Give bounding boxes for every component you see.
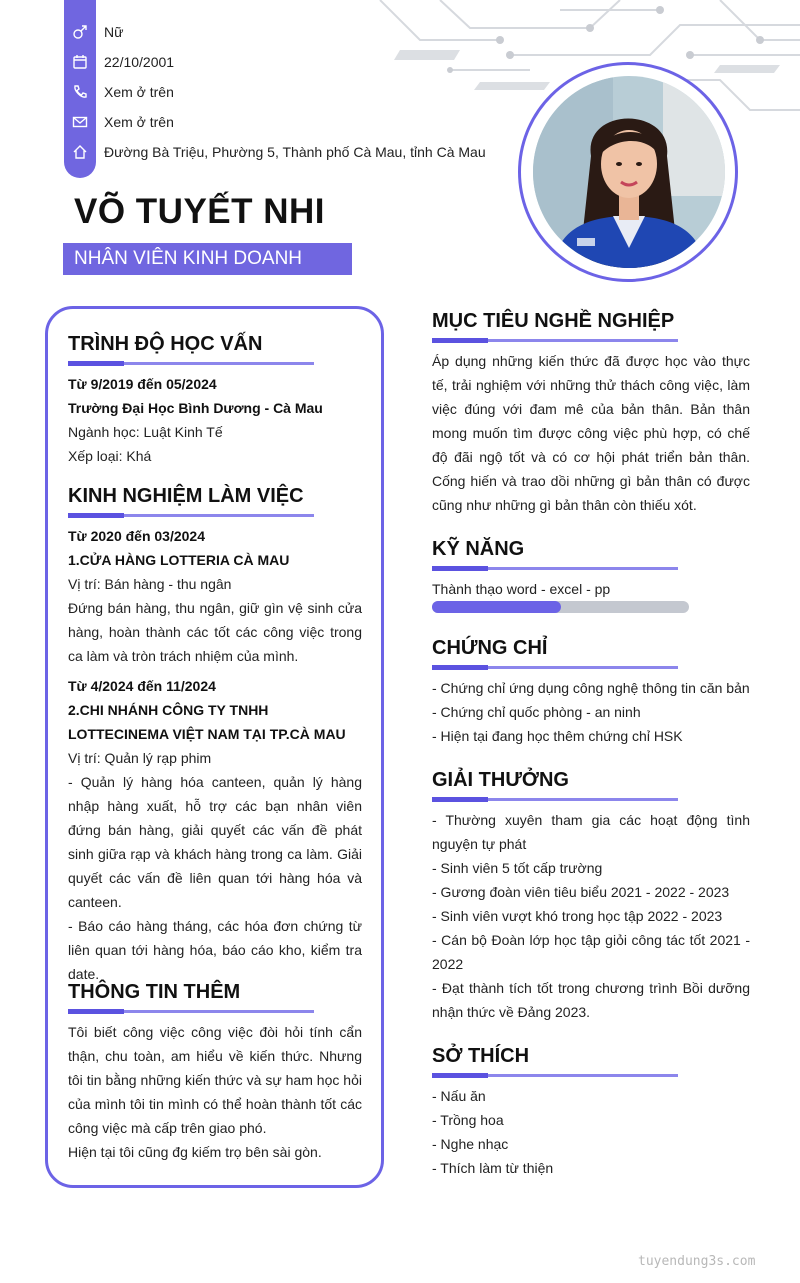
- extra-info-text: Tôi biết công việc công việc đòi hỏi tính cẩn thận, chu toàn, am hiểu về kiến thức. Nhưng tôi tin bằng những kiến thức và sự ham học hỏi của mình tôi tin mình có thể hoàn thành tốt các công việc mà cấp trên giao phó.: [68, 1024, 362, 1136]
- section-underline: [68, 362, 314, 365]
- education-grade: Xếp loại: Khá: [68, 448, 152, 464]
- contact-address-text: Đường Bà Triệu, Phường 5, Thành phố Cà Mau, tỉnh Cà Mau: [104, 144, 486, 160]
- contact-email-text: Xem ở trên: [104, 114, 174, 130]
- hobby-item: - Nấu ăn: [432, 1088, 486, 1104]
- award-item: - Đạt thành tích tốt trong chương trình Bồi dưỡng nhận thức về Đảng 2023.: [432, 980, 750, 1020]
- watermark: tuyendung3s.com: [638, 1254, 756, 1269]
- contact-phone-text: Xem ở trên: [104, 84, 174, 100]
- award-item: - Thường xuyên tham gia các hoạt động tình nguyện tự phát: [432, 812, 750, 852]
- extra-info-heading: THÔNG TIN THÊM: [68, 981, 241, 1003]
- hobby-item: - Trồng hoa: [432, 1112, 504, 1128]
- phone-icon: [64, 84, 96, 100]
- education-heading: TRÌNH ĐỘ HỌC VẤN: [68, 333, 263, 355]
- contact-birthdate-text: 22/10/2001: [104, 54, 175, 70]
- extra-info-section: [68, 980, 362, 1164]
- certificate-item: - Hiện tại đang học thêm chứng chỉ HSK: [432, 728, 683, 744]
- award-item: - Cán bộ Đoàn lớp học tập giỏi công tác tốt 2021 - 2022: [432, 932, 750, 972]
- award-item: - Sinh viên 5 tốt cấp trường: [432, 860, 603, 876]
- skill-label: Thành thạo word - excel - pp: [432, 581, 611, 597]
- job-description: - Báo cáo hàng tháng, các hóa đơn chứng từ liên quan tới hàng hóa, báo cáo kho, kiểm tra date.: [68, 918, 362, 982]
- job-company: 1.CỬA HÀNG LOTTERIA CÀ MAU: [68, 552, 290, 568]
- section-underline: [432, 798, 678, 801]
- gender-icon: [64, 24, 96, 40]
- awards-section: [432, 768, 750, 1024]
- section-underline: [432, 1074, 678, 1077]
- award-item: - Sinh viên vượt khó trong học tập 2022 - 2023: [432, 908, 723, 924]
- job-position: Vị trí: Bán hàng - thu ngân: [68, 576, 232, 592]
- contact-address: [64, 137, 486, 167]
- objective-heading: MỤC TIÊU NGHỀ NGHIỆP: [432, 310, 675, 332]
- candidate-name: VÕ TUYẾT NHI: [74, 192, 326, 231]
- contact-gender-text: Nữ: [104, 24, 124, 40]
- job-position: Vị trí: Quản lý rạp phim: [68, 750, 212, 766]
- job-title: NHÂN VIÊN KINH DOANH: [63, 243, 352, 275]
- skill-bar: [432, 601, 689, 613]
- education-school: Trường Đại Học Bình Dương - Cà Mau: [68, 400, 323, 416]
- section-underline: [432, 666, 678, 669]
- skills-heading: KỸ NĂNG: [432, 538, 525, 560]
- awards-heading: GIẢI THƯỞNG: [432, 769, 569, 791]
- hobbies-heading: SỞ THÍCH: [432, 1045, 530, 1067]
- education-section: [68, 332, 362, 468]
- certificate-item: - Chứng chỉ quốc phòng - an ninh: [432, 704, 641, 720]
- mail-icon: [64, 114, 96, 130]
- home-icon: [64, 144, 96, 160]
- skill-bar-fill: [432, 601, 561, 613]
- job-period: Từ 4/2024 đến 11/2024: [68, 678, 216, 694]
- contact-email: [64, 107, 174, 137]
- job-company: 2.CHI NHÁNH CÔNG TY TNHH LOTTECINEMA VIỆT NAM TẠI TP.CÀ MAU: [68, 702, 346, 742]
- hobbies-section: [432, 1044, 750, 1180]
- extra-info-text-2: Hiện tại tôi cũng đg kiếm trọ bên sài gòn.: [68, 1144, 322, 1160]
- experience-section: [68, 484, 362, 986]
- job-description: - Quản lý hàng hóa canteen, quản lý hàng nhập hàng xuất, hỗ trợ các bạn nhân viên đứng bán hàng, giải quyết các vấn đề phát sinh giữa rạp và khách hàng trong ca làm. Giải quyết các vấn đề liên quan tới hàng hóa và canteen.: [68, 774, 362, 910]
- skills-section: [432, 537, 750, 601]
- section-underline: [68, 514, 314, 517]
- calendar-icon: [64, 54, 96, 70]
- certificate-item: - Chứng chỉ ứng dụng công nghệ thông tin căn bản: [432, 680, 750, 696]
- objective-section: [432, 309, 750, 517]
- hobby-item: - Nghe nhạc: [432, 1136, 509, 1152]
- contact-phone: [64, 77, 174, 107]
- contact-gender: [64, 17, 123, 47]
- objective-text: Áp dụng những kiến thức đã được học vào thực tế, trải nghiệm với những thử thách công việc, làm việc đúng với đam mê của bản thân. Bản thân mong muốn tìm được công việc phù hợp, có chế độ đãi ngộ tốt và có cơ hội phát triển bản thân. Cống hiến và trao dồi những gì bản thân có được cũng như những gì bản thân còn thiếu xót.: [432, 353, 750, 513]
- education-period: Từ 9/2019 đến 05/2024: [68, 376, 217, 392]
- section-underline: [432, 339, 678, 342]
- award-item: - Gương đoàn viên tiêu biểu 2021 - 2022 - 2023: [432, 884, 730, 900]
- section-underline: [432, 567, 678, 570]
- certificates-section: [432, 636, 750, 748]
- avatar: [533, 76, 725, 268]
- hobby-item: - Thích làm từ thiện: [432, 1160, 554, 1176]
- job-description: Đứng bán hàng, thu ngân, giữ gìn vệ sinh cửa hàng, hoàn thành các tốt các công việc trong ca làm và tròn trách nhiệm của mình.: [68, 600, 362, 664]
- contact-birthdate: [64, 47, 174, 77]
- education-major: Ngành học: Luật Kinh Tế: [68, 424, 223, 440]
- section-underline: [68, 1010, 314, 1013]
- job-period: Từ 2020 đến 03/2024: [68, 528, 205, 544]
- experience-heading: KINH NGHIỆM LÀM VIỆC: [68, 485, 304, 507]
- certificates-heading: CHỨNG CHỈ: [432, 637, 548, 659]
